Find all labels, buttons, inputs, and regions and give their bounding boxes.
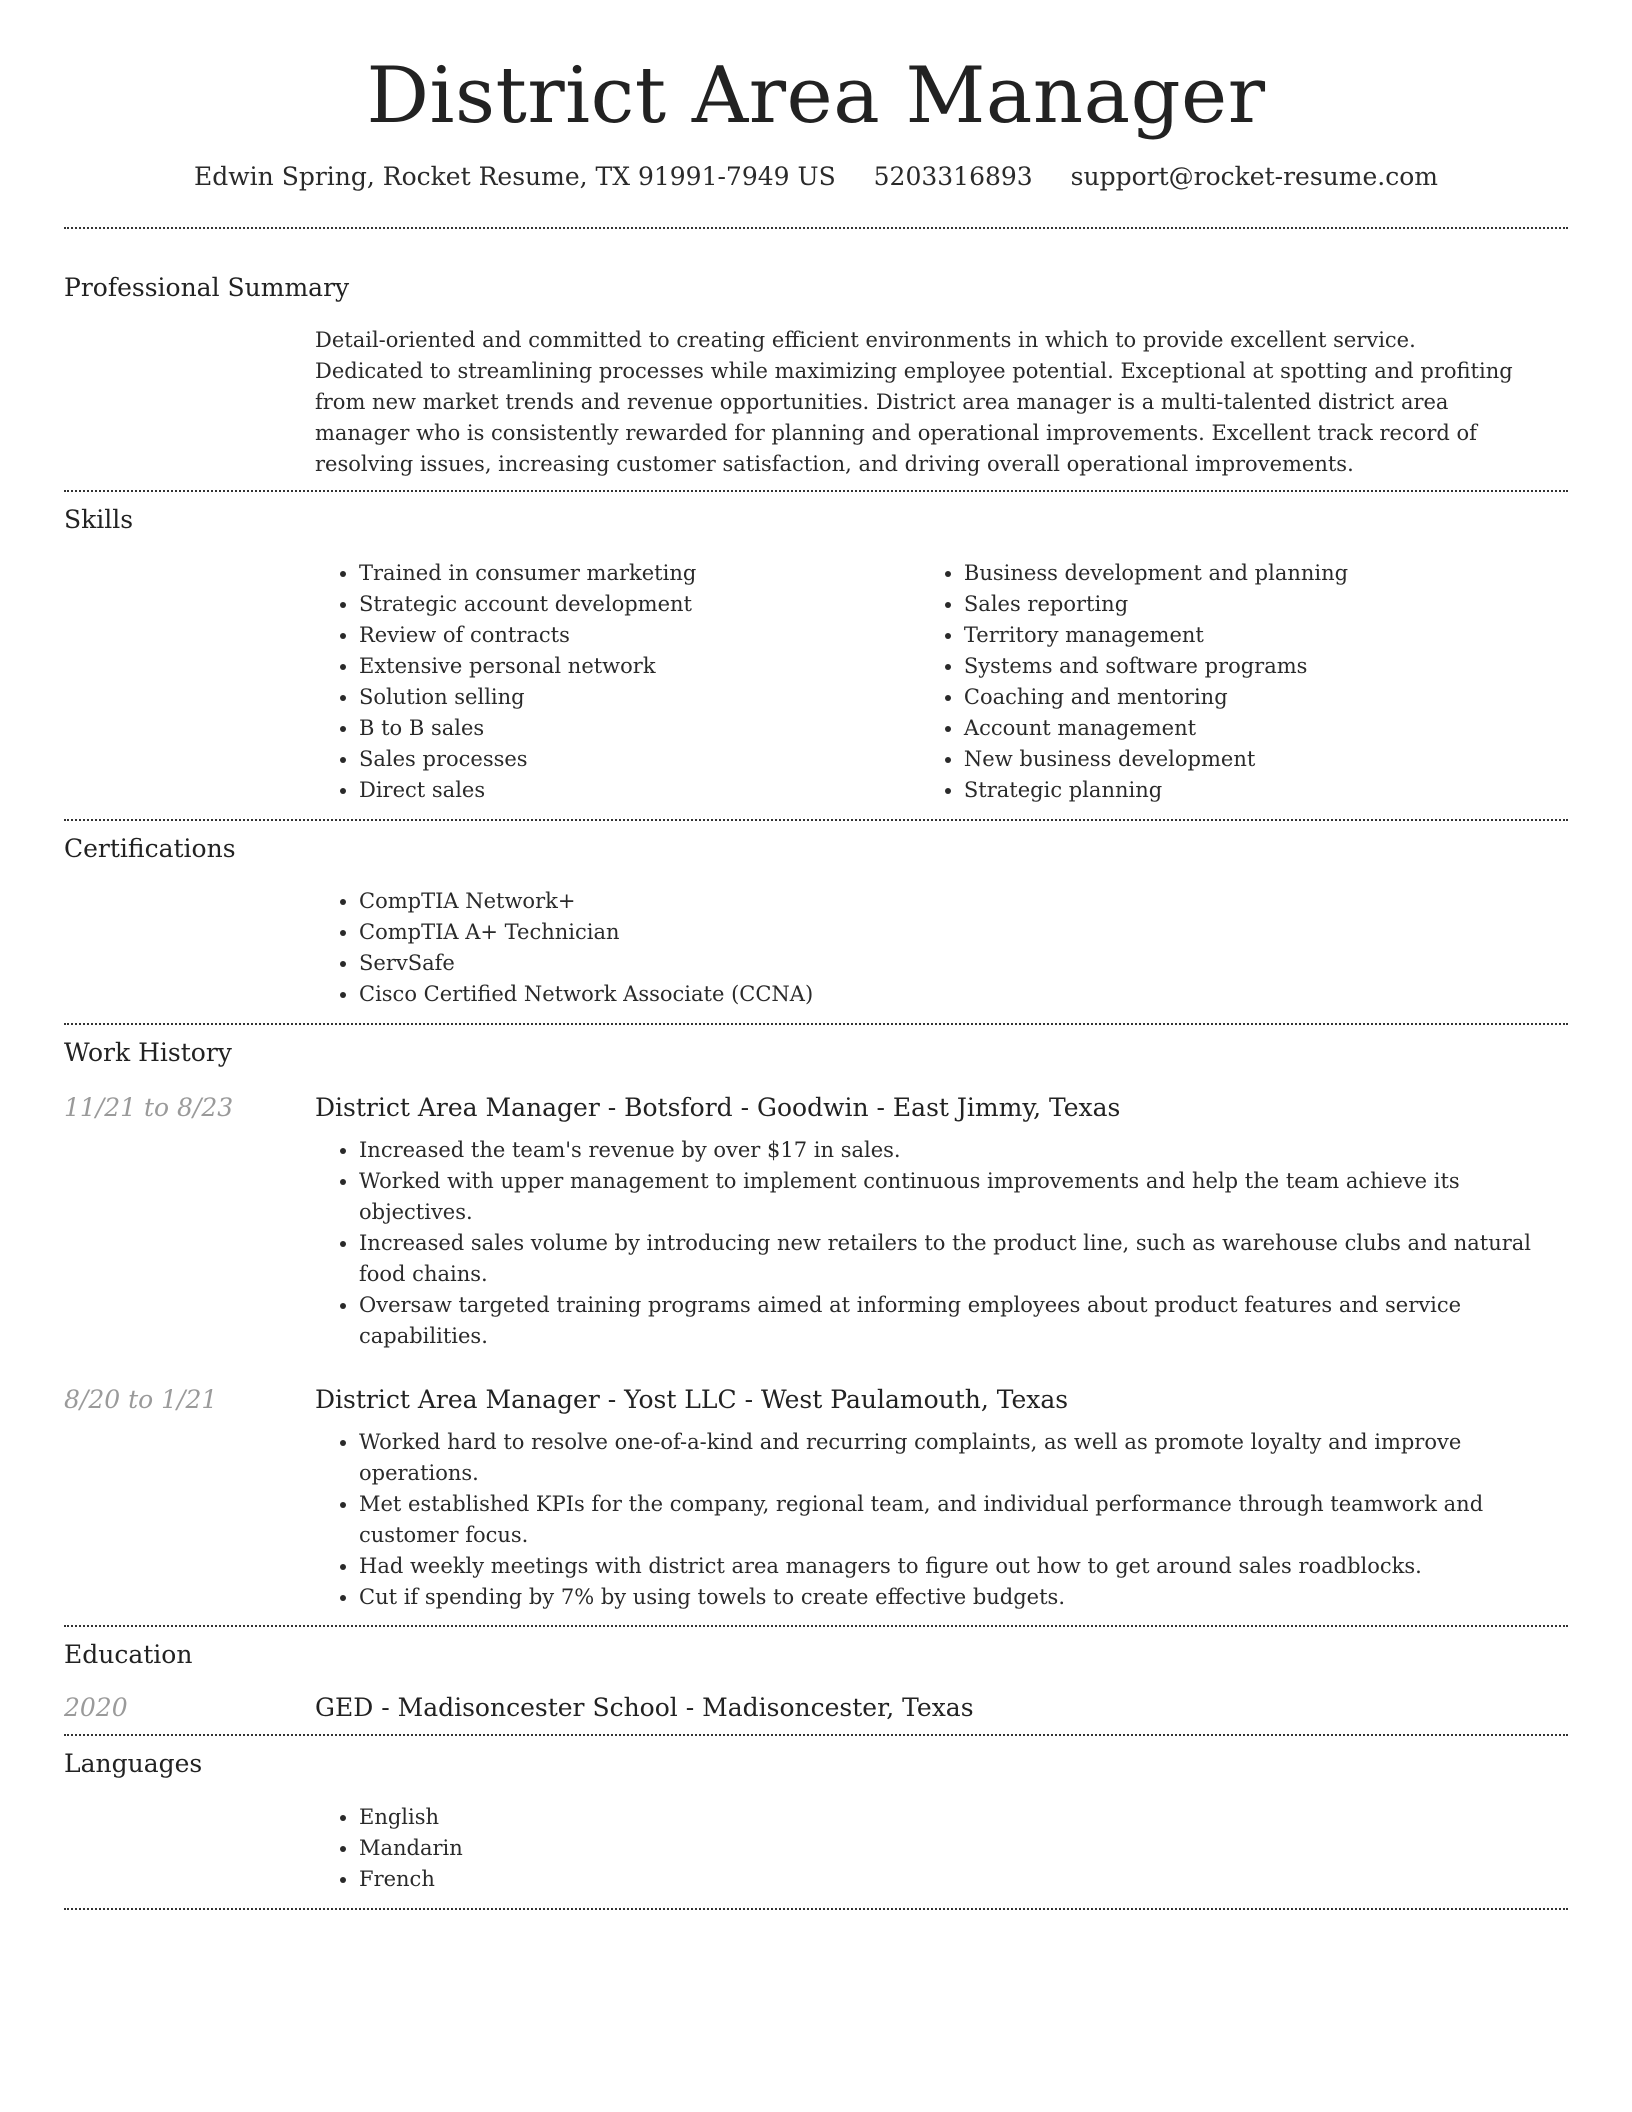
list-item: • Worked with upper management to implement continuous improvements and help the team achieve its objectives. (359, 1166, 1568, 1228)
section-divider (64, 1908, 1568, 1910)
education-heading: Education (64, 1639, 193, 1669)
list-item: • Oversaw targeted training programs aimed at informing employees about product features and service capabilities. (359, 1290, 1568, 1352)
job-bullets (315, 1135, 1568, 1352)
list-item: • Cut if spending by 7% by using towels to create effective budgets. (359, 1582, 1568, 1613)
list-item: • Solution selling (359, 682, 920, 713)
skills-heading: Skills (64, 505, 134, 535)
list-item: • Systems and software programs (964, 651, 1568, 682)
contact-address: Edwin Spring, Rocket Resume, TX 91991-7949 US (194, 161, 836, 191)
job-title: District Area Manager - Botsford - Goodwin - East Jimmy, Texas (315, 1092, 1121, 1122)
list-item: • Direct sales (359, 775, 920, 806)
education-section (64, 1627, 1568, 1735)
list-item: • Sales processes (359, 744, 920, 775)
contact-phone: 5203316893 (873, 161, 1033, 191)
work-section (64, 1025, 1568, 1625)
list-item: • Review of contracts (359, 620, 920, 651)
list-item: • Increased sales volume by introducing new retailers to the product line, such as warehouse clubs and natural food chains. (359, 1228, 1568, 1290)
summary-text: Detail-oriented and committed to creating efficient environments in which to provide excellent service. Dedicated to streamlining processes while maximizing employee potential. Exceptional at spotting and profiting from new market trends and revenue opportunities. District area manager is a multi-talented district area manager who is consistently rewarded for planning and operational improvements. Excellent track record of resolving issues, increasing customer satisfaction, and driving overall operational improvements. (315, 328, 1513, 477)
certifications-list (315, 886, 1568, 1010)
list-item: • Strategic planning (964, 775, 1568, 806)
job-entry (64, 1093, 1568, 1352)
skills-section (64, 492, 1568, 819)
education-degree: GED - Madisoncester School - Madisoncester, Texas (315, 1693, 974, 1723)
list-item: • Territory management (964, 620, 1568, 651)
summary-heading: Professional Summary (64, 272, 350, 302)
education-year: 2020 (64, 1693, 128, 1723)
list-item: • Sales reporting (964, 589, 1568, 620)
list-item: • Had weekly meetings with district area managers to figure out how to get around sales roadblocks. (359, 1551, 1568, 1582)
list-item: • Business development and planning (964, 558, 1568, 589)
contact-email: support@rocket-resume.com (1070, 161, 1438, 191)
languages-section (64, 1736, 1568, 1908)
list-item: • Worked hard to resolve one-of-a-kind and recurring complaints, as well as promote loyalty and improve operations. (359, 1427, 1568, 1489)
resume-title: District Area Manager (366, 51, 1266, 141)
list-item: • B to B sales (359, 713, 920, 744)
list-item: • French (359, 1864, 1568, 1895)
languages-heading: Languages (64, 1749, 203, 1779)
list-item: • Cisco Certified Network Associate (CCNA) (359, 979, 1568, 1010)
list-item: • Met established KPIs for the company, regional team, and individual performance through teamwork and customer focus. (359, 1489, 1568, 1551)
job-title: District Area Manager - Yost LLC - West Paulamouth, Texas (315, 1384, 1069, 1414)
job-bullets (315, 1427, 1568, 1613)
list-item: • Trained in consumer marketing (359, 558, 920, 589)
contact-line (64, 162, 1568, 191)
list-item: • CompTIA Network+ (359, 886, 1568, 917)
list-item: • Extensive personal network (359, 651, 920, 682)
list-item: • Account management (964, 713, 1568, 744)
summary-section (64, 229, 1568, 491)
skills-list-left (315, 558, 920, 806)
resume-header (64, 0, 1568, 191)
list-item: • Coaching and mentoring (964, 682, 1568, 713)
certifications-section (64, 821, 1568, 1024)
skills-list-right (920, 558, 1568, 806)
job-entry (64, 1385, 1568, 1613)
list-item: • Increased the team's revenue by over $17 in sales. (359, 1135, 1568, 1166)
job-dates: 8/20 to 1/21 (64, 1384, 218, 1414)
job-dates: 11/21 to 8/23 (64, 1092, 234, 1122)
list-item: • Mandarin (359, 1833, 1568, 1864)
list-item: • Strategic account development (359, 589, 920, 620)
list-item: • English (359, 1802, 1568, 1833)
list-item: • New business development (964, 744, 1568, 775)
certifications-heading: Certifications (64, 833, 236, 863)
work-heading: Work History (64, 1038, 232, 1068)
list-item: • ServSafe (359, 948, 1568, 979)
list-item: • CompTIA A+ Technician (359, 917, 1568, 948)
languages-list (315, 1802, 1568, 1895)
